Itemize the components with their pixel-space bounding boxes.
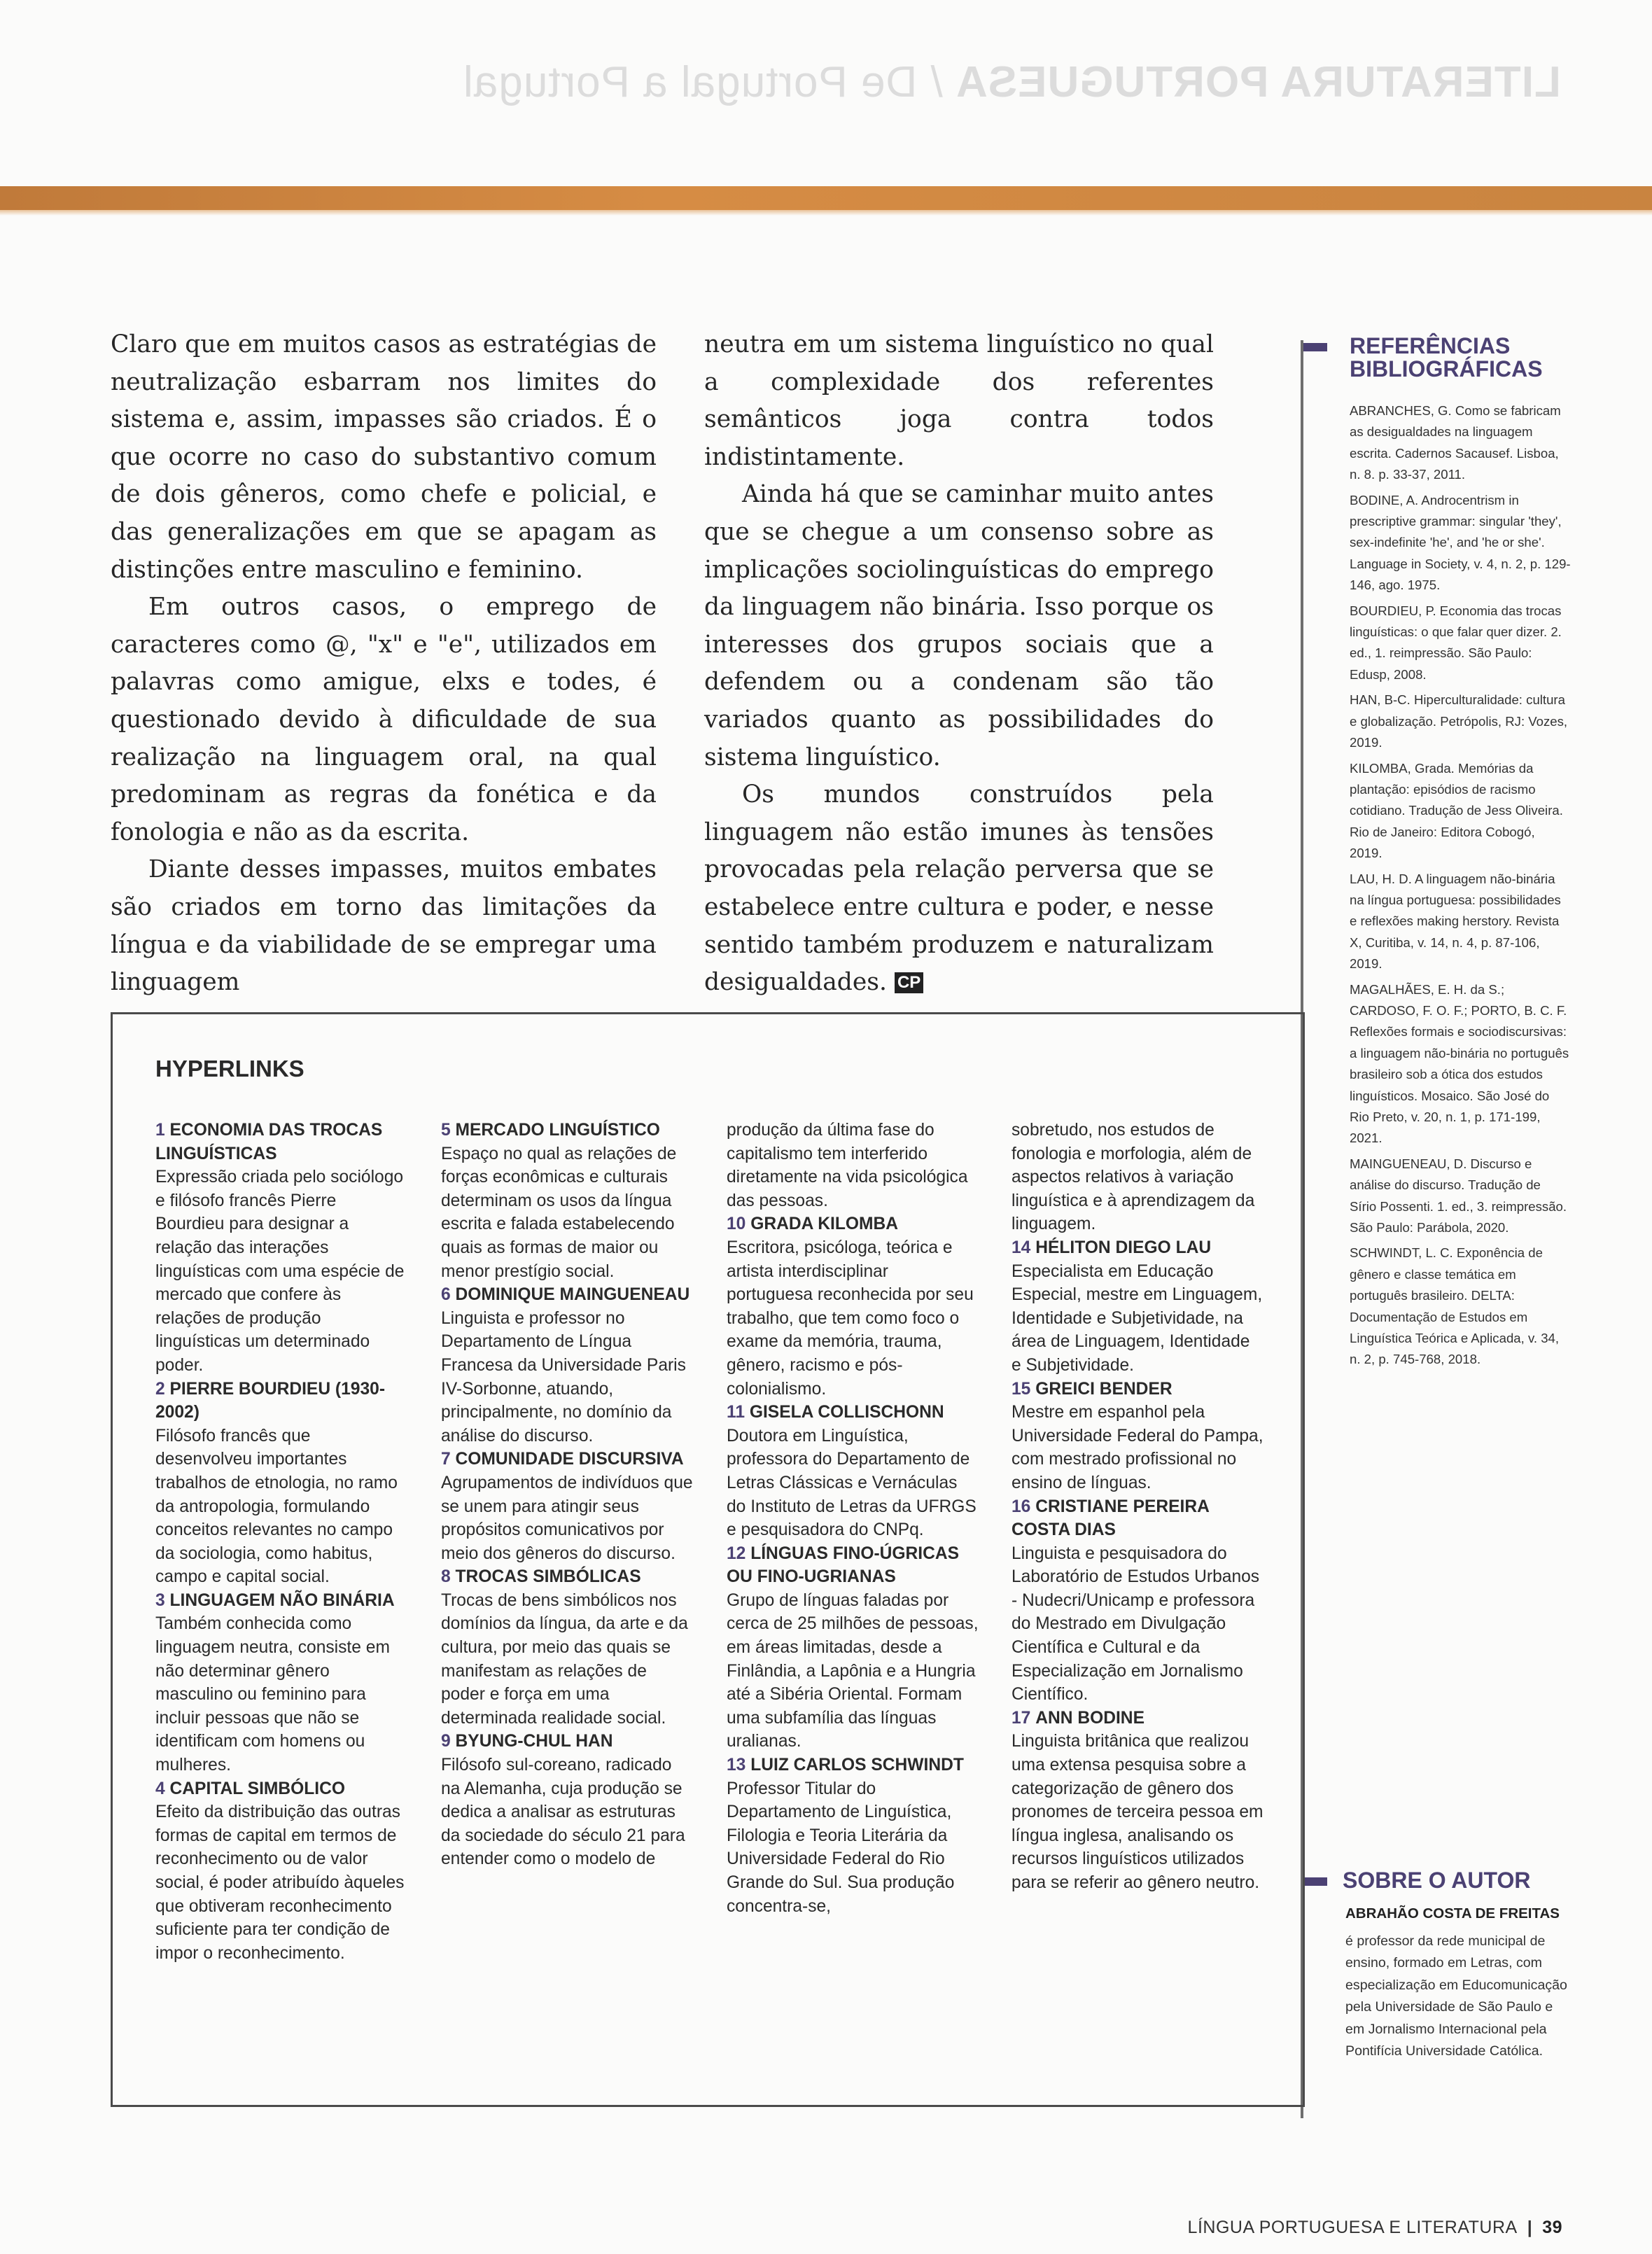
- item-number: 4: [155, 1779, 165, 1798]
- paragraph: Claro que em muitos casos as estratégias de neutralização esbarram nos limites do sistema e, assim, impasses são criados. É o que ocorre no caso do substantivo comum de dois gêneros, como chefe e policial, e das generalizações em que se apagam as distinções entre masculino e feminino.: [111, 330, 657, 584]
- item-title: BYUNG-CHUL HAN: [455, 1732, 613, 1751]
- item-title: GRADA KILOMBA: [750, 1214, 899, 1234]
- hyperlinks-column-3: [727, 1119, 979, 1918]
- item-number: 9: [441, 1732, 451, 1751]
- item-description: Especialista em Educação Especial, mestre em Linguagem, Identidade e Subjetividade, na área de Linguagem, Identidade e Subjetividade.: [1011, 1261, 1263, 1375]
- glossary-item: [727, 1212, 979, 1401]
- glossary-item: [727, 1401, 979, 1542]
- item-description: sobretudo, nos estudos de fonologia e morfologia, além de aspectos relativos à variação linguística e à aprendizagem da linguagem.: [1011, 1121, 1255, 1234]
- glossary-item: [155, 1378, 407, 1589]
- item-description: Grupo de línguas faladas por cerca de 25 milhões de pessoas, em áreas limitadas, desde a Finlândia, a Lapônia e a Hungria até a Sibéria Oriental. Formam uma subfamília das línguas uralianas.: [727, 1590, 979, 1751]
- hyperlinks-title: HYPERLINKS: [155, 1056, 304, 1082]
- header-color-bar: [0, 186, 1652, 210]
- glossary-item: [727, 1542, 979, 1754]
- paragraph: Ainda há que se caminhar muito antes que se chegue a um consenso sobre as implicações sociolinguísticas do emprego da linguagem não binária. Isso porque os interesses dos grupos sociais que a defendem ou a condenam são tão variados quanto as possibilidades do sistema linguístico.: [704, 480, 1214, 771]
- paragraph: Em outros casos, o emprego de caracteres como @, "x" e "e", utilizados em palavras como amigue, elxs e todes, é questionado devido à dificuldade de sua realização na linguagem oral, na qual predominam as regras da fonética e da fonologia e não as da escrita.: [111, 593, 657, 846]
- item-number: 2: [155, 1379, 165, 1399]
- glossary-item: [727, 1754, 979, 1918]
- item-title: LUIZ CARLOS SCHWINDT: [750, 1756, 964, 1775]
- item-number: 13: [727, 1756, 746, 1775]
- hyperlinks-column-4: [1011, 1119, 1264, 1895]
- item-title: ANN BODINE: [1035, 1708, 1144, 1728]
- glossary-item-continued: [1011, 1119, 1264, 1236]
- footer-section: LÍNGUA PORTUGUESA E LITERATURA: [1187, 2218, 1518, 2237]
- glossary-item-continued: [727, 1119, 979, 1212]
- page-number: 39: [1542, 2218, 1562, 2237]
- reference-item: MAGALHÃES, E. H. da S.; CARDOSO, F. O. F.; PORTO, B. C. F. Reflexões formais e sociodiscursivas: a linguagem não-binária no português brasileiro sob a ótica dos estudos linguísticos. Mosaico. São José do Rio Preto, v. 20, n. 1, p. 171-199, 2021.: [1350, 981, 1569, 1146]
- item-description: Doutora em Linguística, professora do Departamento de Letras Clássicas e Vernáculas do Instituto de Letras da UFRGS e pesquisadora do CNPq.: [727, 1426, 976, 1540]
- glossary-item: [155, 1777, 407, 1966]
- end-of-article-mark: CP: [895, 972, 923, 993]
- paragraph: neutra em um sistema linguístico no qual a complexidade dos referentes semânticos joga contra todos indistintamente.: [704, 330, 1214, 471]
- glossary-item: [441, 1119, 693, 1283]
- item-title: ECONOMIA DAS TROCAS LINGUÍSTICAS: [155, 1121, 383, 1163]
- item-title: LINGUAGEM NÃO BINÁRIA: [169, 1590, 395, 1610]
- item-title: PIERRE BOURDIEU (1930-2002): [155, 1379, 386, 1422]
- glossary-item: [1011, 1495, 1264, 1707]
- glossary-item: [441, 1448, 693, 1565]
- item-description: produção da última fase do capitalismo tem interferido diretamente na vida psicológica das pessoas.: [727, 1121, 968, 1210]
- body-column-right: [704, 326, 1214, 1002]
- body-column-left: [111, 326, 657, 1002]
- author-bio: é professor da rede municipal de ensino, formado em Letras, com especialização em Educomunicação pela Universidade de São Paulo e em Jornalismo Internacional pela Pontifícia Universidade Católica.: [1345, 1933, 1567, 2059]
- item-number: 8: [441, 1567, 451, 1587]
- item-description: Linguista e pesquisadora do Laboratório de Estudos Urbanos - Nudecri/Unicamp e professora do Mestrado em Divulgação Científica e Cultural e da Especialização em Jornalismo Científico.: [1011, 1544, 1260, 1704]
- glossary-item: [441, 1730, 693, 1871]
- item-number: 17: [1011, 1708, 1031, 1728]
- item-description: Efeito da distribuição das outras formas de capital em termos de reconhecimento ou de valor social, é poder atribuído àqueles que obtiveram reconhecimento suficiente para ter condição de impor o reconhecimento.: [155, 1802, 405, 1963]
- item-description: Filósofo sul-coreano, radicado na Alemanha, cuja produção se dedica a analisar as estruturas da sociedade do século 21 para entender como o modelo de: [441, 1756, 685, 1869]
- item-title: CRISTIANE PEREIRA COSTA DIAS: [1011, 1497, 1209, 1540]
- page-footer: [1188, 2218, 1562, 2238]
- item-description: Também conhecida como linguagem neutra, consiste em não determinar gênero masculino ou feminino para incluir pessoas que não se identificam com homens ou mulheres.: [155, 1614, 390, 1775]
- item-description: Mestre em espanhol pela Universidade Federal do Pampa, com mestrado profissional no ensino de línguas.: [1011, 1403, 1264, 1492]
- item-description: Professor Titular do Departamento de Linguística, Filologia e Teoria Literária da Universidade Federal do Rio Grande do Sul. Sua produção concentra-se,: [727, 1779, 955, 1916]
- item-number: 10: [727, 1214, 746, 1234]
- item-number: 3: [155, 1590, 165, 1610]
- glossary-item: [155, 1119, 407, 1378]
- reference-item: BOURDIEU, P. Economia das trocas linguísticas: o que falar quer dizer. 2. ed., 1. reimpressão. São Paulo: Edusp, 2008.: [1350, 603, 1562, 682]
- references-title-line2: BIBLIOGRÁFICAS: [1350, 356, 1543, 382]
- reference-item: ABRANCHES, G. Como se fabricam as desigualdades na linguagem escrita. Cadernos Sacausef. Lisboa, n. 8. p. 33-37, 2011.: [1350, 403, 1561, 482]
- glossary-item: [1011, 1378, 1264, 1495]
- references-list: [1350, 400, 1571, 1375]
- reference-item: BODINE, A. Androcentrism in prescriptive grammar: singular 'they', sex-indefinite 'he', and 'he or she'. Language in Society, v. 4, n. 2, p. 129-146, ago. 1975.: [1350, 492, 1571, 593]
- reference-item: SCHWINDT, L. C. Exponência de gênero e classe temática em português brasileiro. DELTA: Documentação de Estudos em Linguística Teórica e Aplicada, v. 34, n. 2, p. 745-768, 2018.: [1350, 1245, 1560, 1367]
- item-description: Filósofo francês que desenvolveu importantes trabalhos de etnologia, no ramo da antropologia, formulando conceitos relevantes no campo da sociologia, como habitus, campo e capital social.: [155, 1426, 398, 1587]
- paragraph-text: Os mundos construídos pela linguagem não estão imunes às tensões provocadas pela relação perversa que se estabelece entre cultura e poder, e nesse sentido também produzem e naturalizam desigualdades.: [704, 780, 1214, 997]
- bleed-through-header-rest: / De Portugal a Portugal: [463, 58, 956, 106]
- references-title-line1: REFERÊNCIAS: [1350, 333, 1511, 358]
- reference-item: HAN, B-C. Hiperculturalidade: cultura e globalização. Petrópolis, RJ: Vozes, 2019.: [1350, 692, 1568, 750]
- glossary-item: [1011, 1236, 1264, 1378]
- reference-item: MAINGUENEAU, D. Discurso e análise do discurso. Tradução de Sírio Possenti. 1. ed., 3. reimpressão. São Paulo: Parábola, 2020.: [1350, 1156, 1567, 1236]
- item-number: 12: [727, 1544, 746, 1563]
- item-description: Espaço no qual as relações de forças econômicas e culturais determinam os usos da língua escrita e falada estabelecendo quais as formas de maior ou menor prestígio social.: [441, 1144, 677, 1281]
- item-title: CAPITAL SIMBÓLICO: [169, 1779, 346, 1798]
- references-marker: [1303, 343, 1327, 351]
- hyperlinks-column-1: [155, 1119, 407, 1965]
- item-description: Linguista britânica que realizou uma extensa pesquisa sobre a categorização de gênero dos pronomes de terceira pessoa em língua inglesa, analisando os recursos linguísticos utilizados para se referir ao gênero neutro.: [1011, 1732, 1264, 1892]
- item-description: Escritora, psicóloga, teórica e artista interdisciplinar portuguesa reconhecida por seu trabalho, que tem como foco o exame da memória, trauma, gênero, racismo e pós-colonialismo.: [727, 1238, 974, 1399]
- item-number: 7: [441, 1450, 451, 1469]
- item-description: Agrupamentos de indivíduos que se unem para atingir seus propósitos comunicativos por meio dos gêneros do discurso.: [441, 1473, 693, 1563]
- bleed-through-header: [463, 57, 1561, 107]
- item-title: GISELA COLLISCHONN: [749, 1403, 944, 1422]
- glossary-item: [155, 1589, 407, 1777]
- item-title: GREICI BENDER: [1035, 1379, 1172, 1399]
- author-section-title: SOBRE O AUTOR: [1343, 1868, 1531, 1893]
- footer-separator: |: [1527, 2218, 1533, 2237]
- paragraph: [704, 776, 1214, 1002]
- item-title: HÉLITON DIEGO LAU: [1035, 1238, 1212, 1257]
- glossary-item: [441, 1283, 693, 1448]
- bleed-through-header-bold: LITERATURA PORTUGUESA: [955, 58, 1561, 106]
- paragraph: Diante desses impasses, muitos embates são criados em torno das limitações da língua e da viabilidade de se empregar uma linguagem: [111, 855, 657, 997]
- item-number: 14: [1011, 1238, 1031, 1257]
- item-description: Trocas de bens simbólicos nos domínios da língua, da arte e da cultura, por meio das quais se manifestam as relações de poder e força em uma determinada realidade social.: [441, 1590, 688, 1728]
- item-number: 16: [1011, 1497, 1031, 1516]
- item-description: Expressão criada pelo sociólogo e filósofo francês Pierre Bourdieu para designar a relação das interações linguísticas com uma espécie de mercado que confere às relações de produção linguísticas um determinado poder.: [155, 1168, 405, 1375]
- author-name: ABRAHÃO COSTA DE FREITAS: [1345, 1905, 1560, 1921]
- hyperlinks-column-2: [441, 1119, 693, 1871]
- glossary-item: [1011, 1707, 1264, 1895]
- item-number: 6: [441, 1285, 451, 1305]
- item-number: 15: [1011, 1379, 1031, 1399]
- item-title: TROCAS SIMBÓLICAS: [455, 1567, 641, 1587]
- item-description: Linguista e professor no Departamento de Língua Francesa da Universidade Paris IV-Sorbonne, atuando, principalmente, no domínio da análise do discurso.: [441, 1308, 686, 1446]
- author-marker: [1303, 1877, 1327, 1886]
- reference-item: KILOMBA, Grada. Memórias da plantação: episódios de racismo cotidiano. Tradução de Jess Oliveira. Rio de Janeiro: Editora Cobogó, 2019.: [1350, 760, 1563, 861]
- item-number: 11: [727, 1403, 745, 1422]
- item-number: 1: [155, 1121, 165, 1140]
- item-number: 5: [441, 1121, 451, 1140]
- references-title: [1350, 335, 1543, 381]
- reference-item: LAU, H. D. A linguagem não-binária na língua portuguesa: possibilidades e reflexões making herstory. Revista X, Curitiba, v. 14, n. 4, p. 87-106, 2019.: [1350, 871, 1561, 972]
- item-title: DOMINIQUE MAINGUENEAU: [455, 1285, 690, 1305]
- item-title: LÍNGUAS FINO-ÚGRICAS OU FINO-UGRIANAS: [727, 1544, 960, 1587]
- item-title: COMUNIDADE DISCURSIVA: [455, 1450, 684, 1469]
- item-title: MERCADO LINGUÍSTICO: [455, 1121, 660, 1140]
- glossary-item: [441, 1565, 693, 1730]
